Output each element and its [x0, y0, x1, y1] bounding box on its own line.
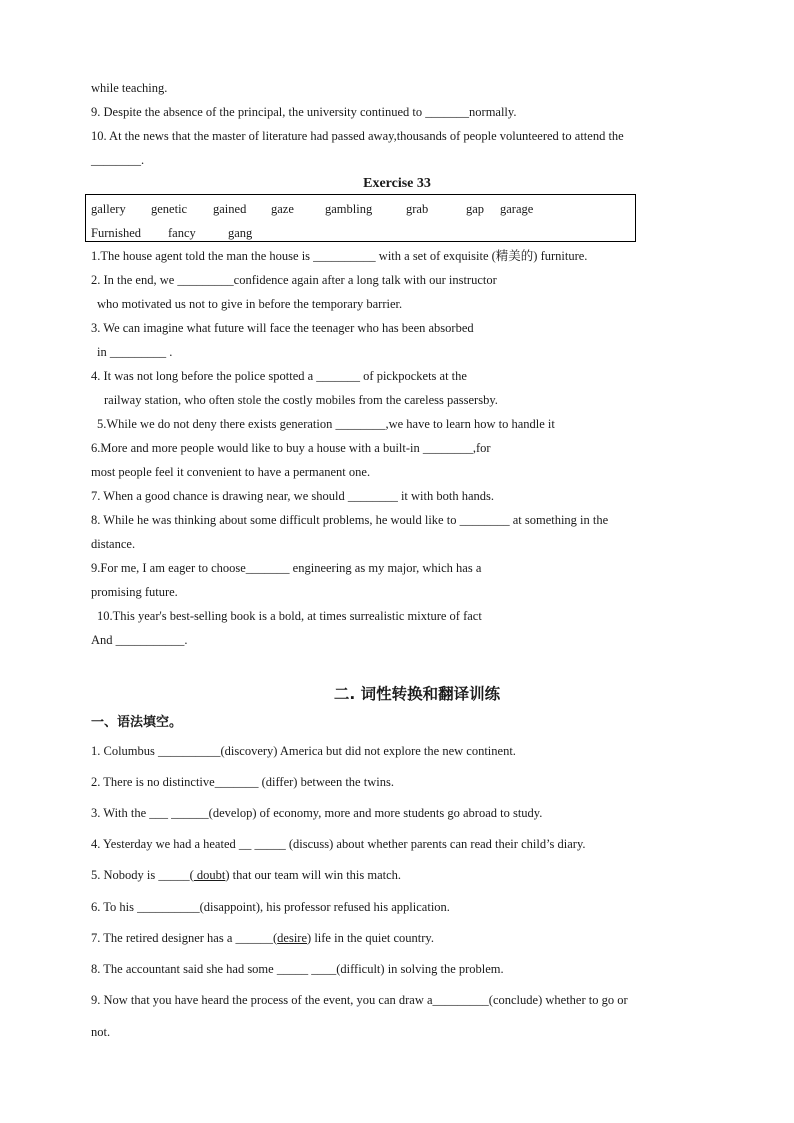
grammar-line: 1. Columbus __________(discovery) America but did not explore the new continent.	[91, 744, 516, 758]
word-bank-item: gang	[228, 226, 253, 240]
grammar-line: not.	[91, 1025, 111, 1039]
exercise-title: Exercise 33	[363, 176, 431, 191]
word-bank-item: fancy	[168, 226, 196, 240]
grammar-line: 6. To his __________(disappoint), his professor refused his application.	[91, 900, 450, 914]
prev-line: 9. Despite the absence of the principal, the university continued to _______normally.	[91, 105, 517, 119]
exercise-line: 9.For me, I am eager to choose_______ engineering as my major, which has a	[91, 561, 482, 575]
word-bank-item: genetic	[151, 202, 188, 216]
sub-title: 一、语法填空。	[91, 715, 183, 730]
word-bank-item: grab	[406, 202, 429, 216]
underlined-hint: desire	[277, 931, 308, 945]
grammar-line: 4. Yesterday we had a heated __ _____ (discuss) about whether parents can read their child’s diary.	[91, 837, 586, 851]
word-bank-item: gap	[466, 202, 485, 216]
exercise-line: promising future.	[91, 585, 178, 599]
prev-line: while teaching.	[91, 81, 168, 95]
grammar-text: ) that our team will win this match.	[225, 868, 402, 882]
grammar-line: 8. The accountant said she had some _____ ____(difficult) in solving the problem.	[91, 962, 504, 976]
exercise-line: 3. We can imagine what future will face the teenager who has been absorbed	[91, 321, 474, 335]
exercise-line: 4. It was not long before the police spotted a _______ of pickpockets at the	[91, 369, 467, 383]
word-bank-item: gaze	[271, 202, 294, 216]
word-bank-item: garage	[500, 202, 534, 216]
exercise-line: 2. In the end, we _________confidence again after a long talk with our instructor	[91, 273, 497, 287]
word-bank-item: gained	[213, 202, 247, 216]
grammar-line	[91, 930, 434, 946]
grammar-text: ) life in the quiet country.	[307, 931, 434, 945]
exercise-line: 8. While he was thinking about some difficult problems, he would like to ________ at something in the	[91, 513, 609, 527]
grammar-text: 7. The retired designer has a ______(	[91, 931, 278, 945]
exercise-line: And ___________.	[91, 633, 188, 647]
exercise-line: 1.The house agent told the man the house is __________ with a set of exquisite (精美的) furniture.	[91, 249, 588, 263]
exercise-line: in _________ .	[97, 345, 173, 359]
word-bank-item: Furnished	[91, 226, 141, 240]
exercise-line: 10.This year's best-selling book is a bold, at times surrealistic mixture of fact	[97, 609, 482, 623]
word-bank-item: gambling	[325, 202, 373, 216]
section-title: 二. 词性转换和翻译训练	[333, 685, 501, 703]
exercise-line: who motivated us not to give in before the temporary barrier.	[97, 297, 403, 311]
prev-line: ________.	[91, 153, 145, 167]
exercise-line: distance.	[91, 537, 136, 551]
exercise-line: 6.More and more people would like to buy a house with a built-in ________,for	[91, 441, 491, 455]
grammar-line: 9. Now that you have heard the process of the event, you can draw a_________(conclude) whether to go or	[91, 993, 628, 1007]
word-bank	[85, 194, 636, 242]
prev-line: 10. At the news that the master of literature had passed away,thousands of people volunteered to attend the	[91, 129, 624, 143]
exercise-line: 5.While we do not deny there exists generation ________,we have to learn how to handle it	[97, 417, 555, 431]
grammar-line: 2. There is no distinctive_______ (differ) between the twins.	[91, 775, 394, 789]
exercise-line: railway station, who often stole the costly mobiles from the careless passersby.	[104, 393, 498, 407]
grammar-line: 3. With the ___ ______(develop) of economy, more and more students go abroad to study.	[91, 806, 543, 820]
word-bank-item: gallery	[91, 202, 126, 216]
exercise-line: most people feel it convenient to have a permanent one.	[91, 465, 371, 479]
underlined-hint: doubt	[193, 868, 226, 882]
exercise-line: 7. When a good chance is drawing near, we should ________ it with both hands.	[91, 489, 495, 503]
grammar-text: 5. Nobody is _____(	[91, 868, 194, 882]
grammar-line	[91, 867, 401, 883]
